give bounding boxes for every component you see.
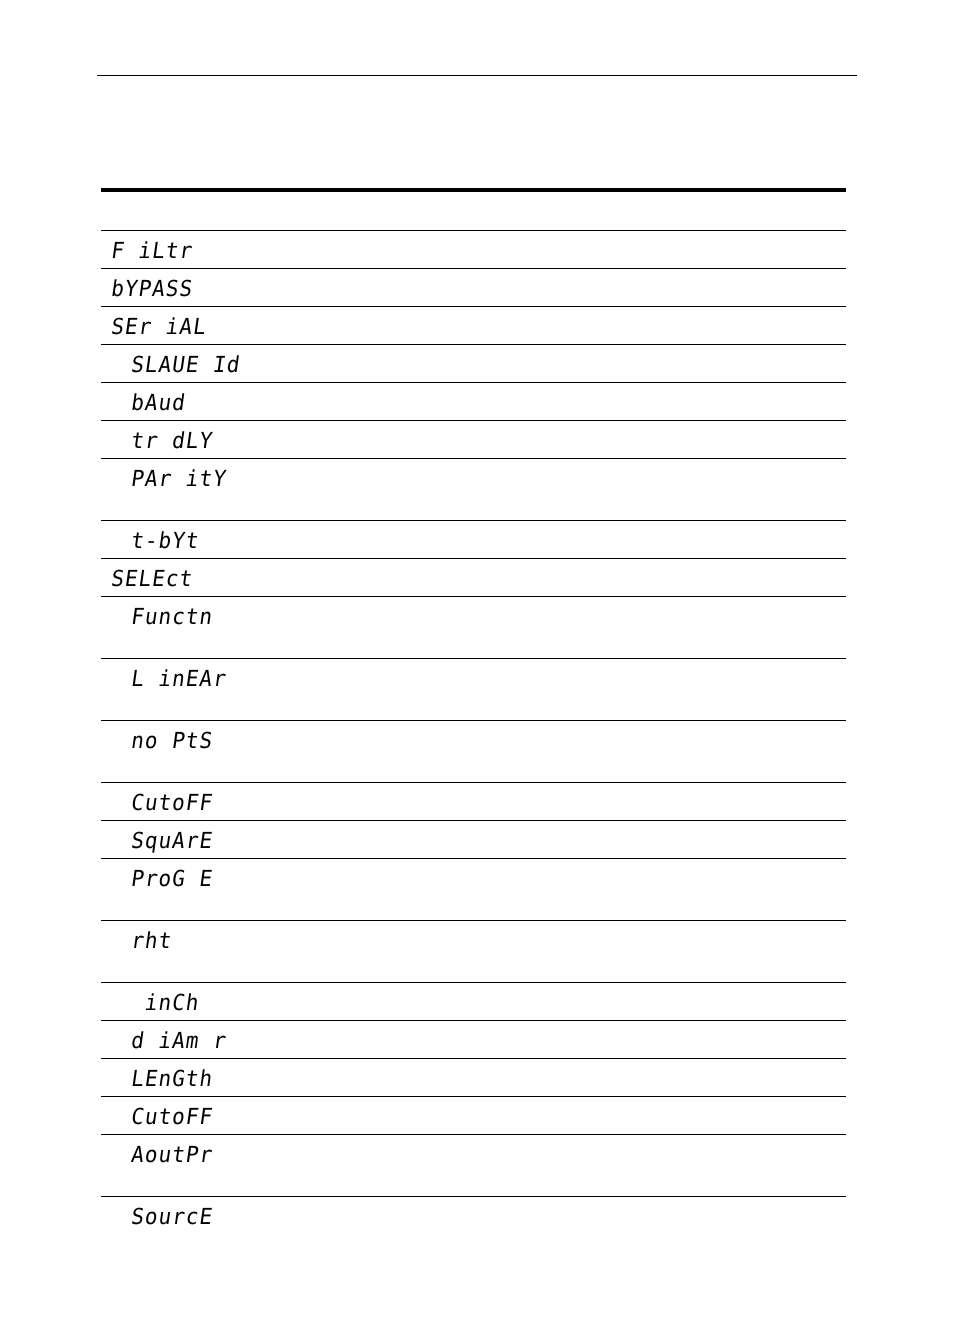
lcd-code: CutoFF: [129, 1103, 216, 1130]
lcd-code: rht: [129, 927, 175, 954]
lcd-code: Functn: [129, 603, 216, 630]
lcd-code: SourcE: [129, 1203, 216, 1230]
lcd-code: inCh: [129, 989, 202, 1016]
lcd-code: t-bYt: [129, 527, 202, 554]
table-row: [101, 921, 846, 983]
lcd-code: AoutPr: [129, 1141, 216, 1168]
table-row: [101, 721, 846, 783]
table-row: [101, 983, 846, 1021]
lcd-code: bAud: [129, 389, 188, 416]
lcd-code: ProG E: [129, 865, 216, 892]
header-rule: [97, 75, 857, 76]
lcd-code: SELEct: [109, 565, 196, 592]
lcd-code: F iLtr: [109, 237, 196, 264]
table-header-row: [101, 192, 846, 231]
table-row: [101, 269, 846, 307]
table-row: [101, 345, 846, 383]
parameter-table: [101, 188, 846, 1234]
table-row: [101, 783, 846, 821]
lcd-code: SquArE: [129, 827, 216, 854]
table-row: [101, 821, 846, 859]
table-row: [101, 459, 846, 521]
lcd-code: CutoFF: [129, 789, 216, 816]
lcd-code: PAr itY: [129, 465, 229, 492]
lcd-code: L inEAr: [129, 665, 229, 692]
table-row: [101, 659, 846, 721]
lcd-code: SLAUE Id: [129, 351, 243, 378]
table-row: [101, 1197, 846, 1234]
table-row: [101, 1059, 846, 1097]
table-row: [101, 383, 846, 421]
table-row: [101, 231, 846, 269]
lcd-code: bYPASS: [109, 275, 196, 302]
table-row: [101, 1097, 846, 1135]
table-row: [101, 521, 846, 559]
lcd-code: no PtS: [129, 727, 216, 754]
table-row: [101, 421, 846, 459]
table-row: [101, 597, 846, 659]
lcd-code: LEnGth: [129, 1065, 216, 1092]
table-row: [101, 559, 846, 597]
lcd-code: tr dLY: [129, 427, 216, 454]
table-row: [101, 307, 846, 345]
table-row: [101, 859, 846, 921]
lcd-code: SEr iAL: [109, 313, 209, 340]
lcd-code: d iAm r: [129, 1027, 229, 1054]
table-row: [101, 1135, 846, 1197]
table-row: [101, 1021, 846, 1059]
